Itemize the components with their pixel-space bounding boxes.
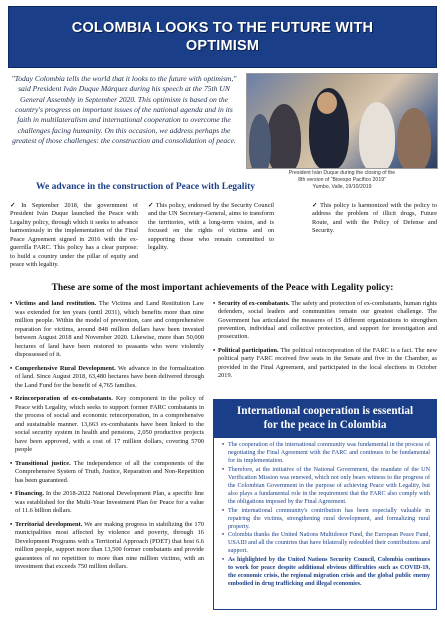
item-text: Key component in the policy of Peace with Legality, which seeks to support former FARC combatants in the process of social and economic reincorporation, in a comprehensive and sustainable manner. 13,663 ex-combatants have been linked to the social security system in health and pensions, 2,050 productive projects have been approved, with a cost of 17 million dollars, covering 5700 people	[15, 395, 204, 454]
item-label: Security of ex-combatants.	[218, 300, 290, 307]
intl-title	[214, 400, 436, 438]
intl-text: Colombia thanks the United Nations Multidonor Fund, the European Peace Fund, USAID and all the countries that have bilaterally redoubled their contributions and support.	[228, 532, 430, 555]
peace-column-3-text: This policy is harmonized with the policy to address the problem of illicit drugs, Future Route, and with the Policy of Defense and Security.	[312, 202, 438, 235]
peace-column-2-text: This policy, endorsed by the Security Council and the UN Secretary-General, aims to transform the territories, with a long-term vision, and is focused on the rights of victims and on supporting those who remain committed to legality.	[148, 202, 274, 252]
item-label: Political participation.	[218, 346, 279, 354]
list-item	[10, 460, 204, 486]
bullet-icon: •	[222, 467, 225, 474]
bullet-icon: •	[213, 346, 216, 354]
bullet-icon: •	[10, 300, 13, 307]
peace-column-2	[148, 202, 274, 253]
bullet-icon: •	[10, 395, 13, 403]
item-label: Comprehensive Rural Development.	[15, 364, 116, 372]
item-label: Reincorporation of ex-combatants.	[15, 395, 113, 403]
bullet-icon: •	[222, 532, 225, 539]
intl-title-line1: International cooperation is essential	[236, 405, 414, 417]
item-label: Financing.	[15, 490, 44, 498]
item-label: Victims and land restitution.	[15, 300, 97, 307]
achievements-right-column	[213, 300, 437, 385]
achievements-title: These are some of the most important achievements of the Peace with Legality policy:	[51, 283, 394, 293]
list-item	[10, 365, 204, 391]
item-text: In the 2018-2022 National Development Plan, a specific line was established for the Multi-Year Investment Plan for Peace for a value of 11.6 billion dollars.	[15, 490, 204, 515]
bullet-icon: •	[10, 459, 13, 467]
achievements-left-column	[10, 300, 204, 577]
intro-quote: "Today Colombia tells the world that it looks to the future with optimism," said President Iván Duque Márquez during his speech at the 75th UN General Assembly in September 2020. This optimism is based on the country's progress on important issues of the national agenda and in its faith in multilateralism and international cooperation to overcome the challenges facing humanity. On this occasion, we address perhaps the greatest of those challenges: the construction and consolidation of peace.	[11, 74, 237, 145]
page-title-line1: COLOMBIA LOOKS TO THE FUTURE WITH	[71, 19, 374, 36]
intl-text: The cooperation of the international community was fundamental in the process of negotiating the Final Agreement with the FARC and continues to be fundamental for its implementation.	[228, 442, 430, 465]
list-item	[10, 490, 204, 516]
intl-paragraph	[222, 442, 430, 466]
item-text: The independence of all the components of the Comprehensive System of Truth, Justice, Reparation and Non-Repetition has been guaranteed.	[15, 459, 205, 484]
president-photo	[246, 73, 438, 169]
item-text: The safety and protection of ex-combatants, human rights defenders, social leaders and communities remain our greatest challenge. The Government has articulated the measures of 15 different organizations to strengthen prevention, individual and collective protection, and support for investigation and prosecution.	[218, 300, 438, 341]
peace-column-1-text: In September 2018, the government of President Iván Duque launched the Peace with Legality policy, through which it seeks to advance harmoniously in the implementation of the Final Peace Agreement signed in 2016 with the ex- guerrilla FARC. This policy has a clear purpose: to build a country under the pillar of equity and peace with legality.	[10, 202, 138, 269]
bullet-icon: •	[10, 490, 13, 498]
international-cooperation-box	[213, 399, 437, 610]
item-label: Transitional justice.	[15, 459, 71, 467]
list-item	[10, 521, 204, 572]
intl-body	[214, 438, 436, 589]
bullet-icon: •	[213, 300, 216, 307]
bullet-icon: •	[10, 520, 13, 528]
list-item	[10, 300, 204, 360]
item-text: The political reincorporation of the FARC is a fact. The new political party FARC received five seats in the Senate and five in the Chamber, as provided in the Final Agreement, and participated in the local elections in October 2019.	[218, 346, 437, 379]
item-label: Territorial development.	[15, 520, 83, 528]
header-banner	[8, 6, 437, 68]
check-icon: ✓	[148, 202, 154, 209]
intl-text: The international community's contribution has been especially valuable in repairing the victims, strengthening rural development, and formalizing rural property.	[228, 507, 430, 530]
intl-text: As highlighted by the United Nations Security Council, Colombia continues to work for peace despite additional obvious difficulties such as COVID-19, the economic crisis, the regional migration crisis and the global public enemy embodied in drug trafficking and illegal economies.	[228, 557, 430, 587]
bullet-icon: •	[10, 364, 13, 372]
check-icon: ✓	[10, 202, 20, 209]
peace-column-1	[10, 202, 138, 270]
intl-text: Therefore, at the initiative of the National Government, the mandate of the UN Verification Mission was renewed, which not only bears witness to the progress of the Colombian Government in the purpose of achieving Peace with Legality, but also plays a fundamental role in the requirement that the FARC also comply with the obligations imposed by the Final Agreement.	[228, 467, 430, 505]
photo-caption-line2: 8th version of “Bioexpo Pacífico 2019”	[298, 176, 386, 183]
photo-caption-line1: President Iván Duque during the closing of the	[288, 170, 396, 176]
item-text: We advance in the formalization of land. Since August 2018, 63,480 hectares have been delivered through the Land Fund for the benefit of 4,765 families.	[15, 364, 205, 389]
bullet-icon: •	[222, 557, 225, 564]
intl-paragraph	[222, 467, 430, 507]
peace-section-title: We advance in the construction of Peace with Legality	[36, 182, 256, 192]
check-icon: ✓	[312, 202, 319, 209]
intl-paragraph	[222, 508, 430, 532]
bullet-icon: •	[222, 507, 225, 514]
item-text: We are making progress in stabilizing the 170 municipalities most affected by violence and poverty, through 16 Development Programs with a Territorial Approach (PDET) that host 6.6 million people, support more than 13,500 former combatants and provide guarantees of no repetition to more than nine million victims, with an investment that exceeds 750 million dollars.	[15, 520, 204, 571]
list-item	[10, 395, 204, 455]
item-text: The Victims and Land Restitution Law was extended for ten years (until 2031), which benefits more than nine million people. Within the model of prevention, care and comprehensive reparation for victims, around 848 million dollars have been invested between August 2018 and November 2020. Likewise, more than 50,000 hectares of land have been restored to peasants who were violently dispossessed of it.	[15, 300, 204, 359]
intl-title-line2: for the peace in Colombia	[263, 418, 387, 431]
peace-column-3	[312, 202, 437, 236]
photo-caption-line3: Yumbo, Valle, 19/10/2019	[312, 183, 372, 190]
bullet-icon: •	[222, 442, 225, 449]
list-item	[213, 347, 437, 380]
intl-paragraph	[222, 557, 430, 589]
intl-paragraph	[222, 532, 430, 556]
page-title-line2: OPTIMISM	[185, 38, 260, 54]
list-item	[213, 300, 437, 342]
page-title	[72, 19, 373, 55]
